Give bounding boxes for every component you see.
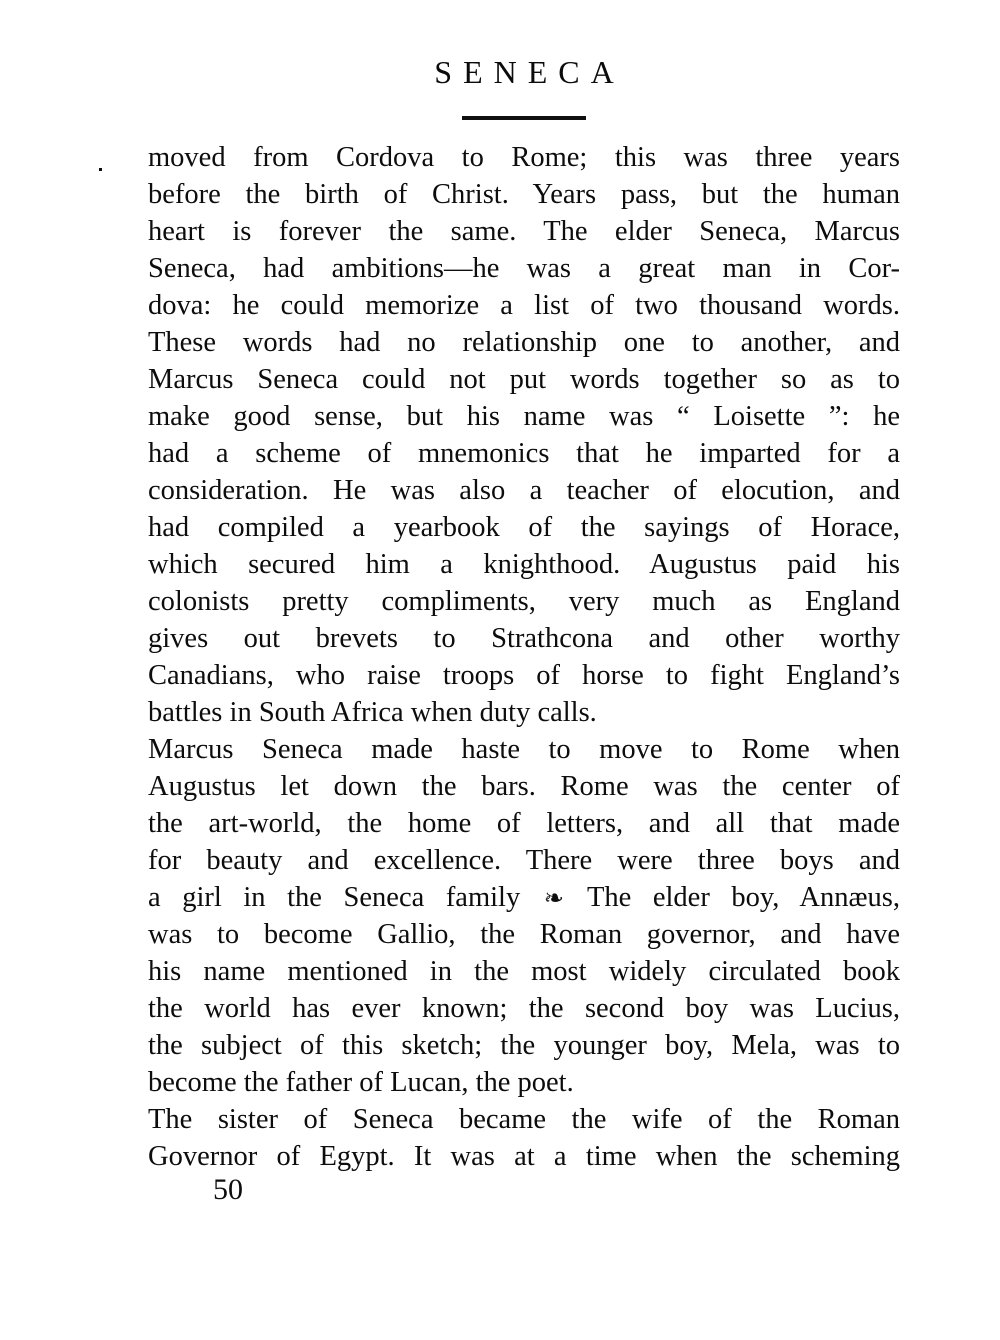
- text-line: Augustus let down the bars. Rome was the center of: [148, 771, 900, 802]
- text-line: for beauty and excellence. There were three boys and: [148, 845, 900, 876]
- text-line: had a scheme of mnemonics that he imparted for a: [148, 438, 900, 469]
- text-line: a girl in the Seneca family ❧ The elder boy, Annæus,: [148, 882, 900, 913]
- text-line: Marcus Seneca could not put words together so as to: [148, 364, 900, 395]
- text-line: before the birth of Christ. Years pass, but the human: [148, 179, 900, 210]
- text-line: battles in South Africa when duty calls.: [148, 697, 597, 728]
- text-line: consideration. He was also a teacher of elocution, and: [148, 475, 900, 506]
- text-line: colonists pretty compliments, very much as England: [148, 586, 900, 617]
- scan-speck-artifact: [99, 168, 102, 171]
- text-line: The sister of Seneca became the wife of the Roman: [148, 1104, 900, 1135]
- text-line: was to become Gallio, the Roman governor, and have: [148, 919, 900, 950]
- text-line: Seneca, had ambitions—he was a great man in Cor-: [148, 253, 900, 284]
- text-line: heart is forever the same. The elder Seneca, Marcus: [148, 216, 900, 247]
- text-line: had compiled a yearbook of the sayings of Horace,: [148, 512, 900, 543]
- page-number: 50: [213, 1173, 243, 1206]
- text-line: dova: he could memorize a list of two thousand words.: [148, 290, 900, 321]
- text-line: the subject of this sketch; the younger boy, Mela, was to: [148, 1030, 900, 1061]
- text-line: the world has ever known; the second boy was Lucius,: [148, 993, 900, 1024]
- text-line: his name mentioned in the most widely circulated book: [148, 956, 900, 987]
- text-line: Marcus Seneca made haste to move to Rome when: [148, 734, 900, 765]
- text-line: Governor of Egypt. It was at a time when the scheming: [148, 1141, 900, 1172]
- title-divider: [462, 116, 586, 120]
- text-line: Canadians, who raise troops of horse to fight England’s: [148, 660, 900, 691]
- body-text: [148, 139, 900, 1175]
- page-title: SENECA: [434, 54, 625, 90]
- fleuron-ornament: ❧: [543, 884, 564, 912]
- text-line: make good sense, but his name was “ Loisette ”: he: [148, 401, 900, 432]
- text-line: the art-world, the home of letters, and all that made: [148, 808, 900, 839]
- text-line: These words had no relationship one to another, and: [148, 327, 900, 358]
- text-line: gives out brevets to Strathcona and other worthy: [148, 623, 900, 654]
- text-line: become the father of Lucan, the poet.: [148, 1067, 574, 1098]
- text-line: which secured him a knighthood. Augustus paid his: [148, 549, 900, 580]
- text-line: moved from Cordova to Rome; this was three years: [148, 142, 900, 173]
